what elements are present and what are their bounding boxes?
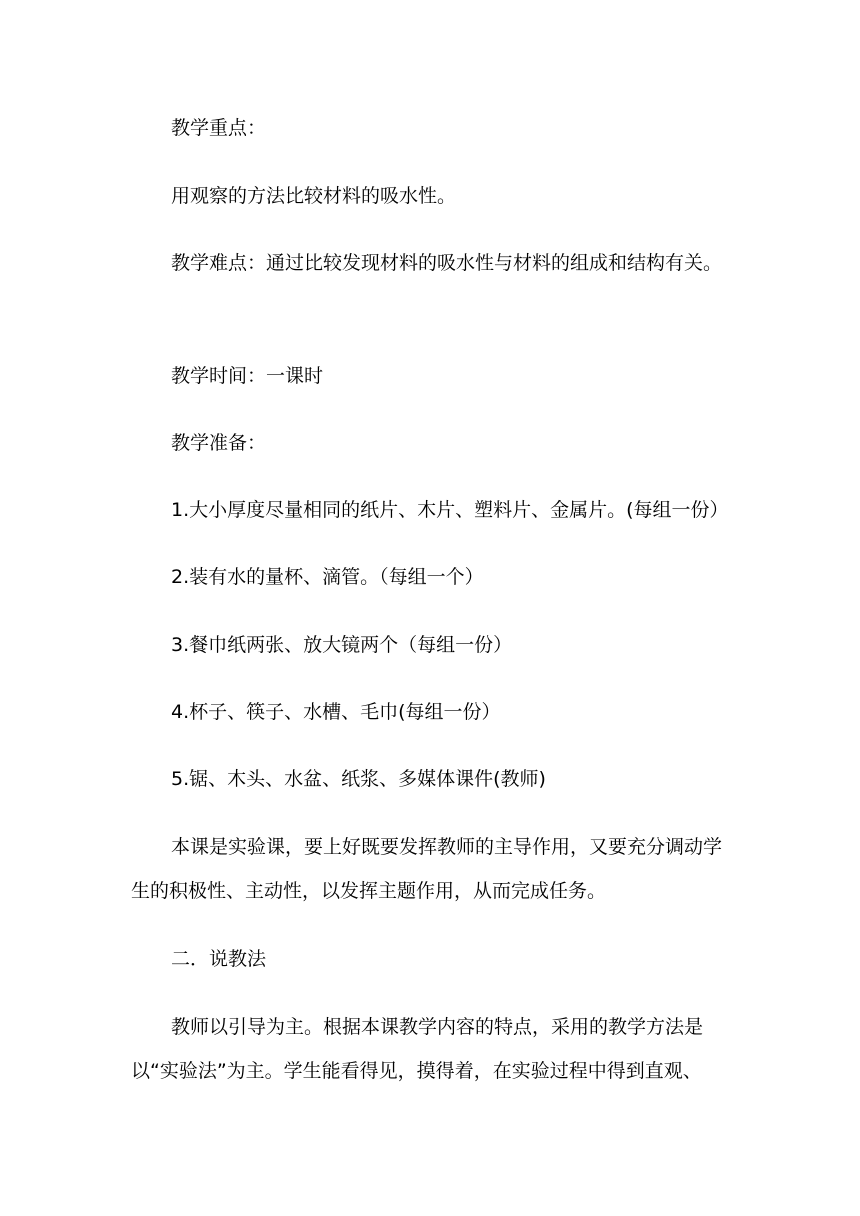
teaching-focus-text: 用观察的方法比较材料的吸水性。: [171, 185, 457, 207]
preparation-item-5: 5.锯、木头、水盆、纸浆、多媒体课件(教师): [171, 768, 546, 790]
heading-teaching-preparation: 教学准备：: [171, 432, 267, 454]
preparation-item-1: 1.大小厚度尽量相同的纸片、木片、塑料片、金属片。(每组一份）: [171, 499, 729, 521]
preparation-item-2: 2.装有水的量杯、滴管。（每组一个）: [171, 566, 484, 588]
lesson-summary: 本课是实验课，要上好既要发挥教师的主导作用，又要充分调动学生的积极性、主动性，以发挥主题作用，从而完成任务。: [131, 836, 723, 902]
preparation-item-4: 4.杯子、筷子、水槽、毛巾(每组一份）: [171, 701, 501, 723]
preparation-item-3: 3.餐巾纸两张、放大镜两个（每组一份）: [171, 634, 513, 656]
heading-teaching-method: 二．说教法: [171, 948, 267, 970]
teaching-time: 教学时间：一课时: [171, 365, 324, 387]
teaching-difficulty: 教学难点：通过比较发现材料的吸水性与材料的组成和结构有关。: [171, 252, 723, 274]
teaching-method-text: 教师以引导为主。根据本课教学内容的特点，采用的教学方法是以“实验法”为主。学生能看得见，摸得着，在实验过程中得到直观、: [131, 1016, 704, 1082]
heading-teaching-focus: 教学重点：: [171, 117, 267, 139]
